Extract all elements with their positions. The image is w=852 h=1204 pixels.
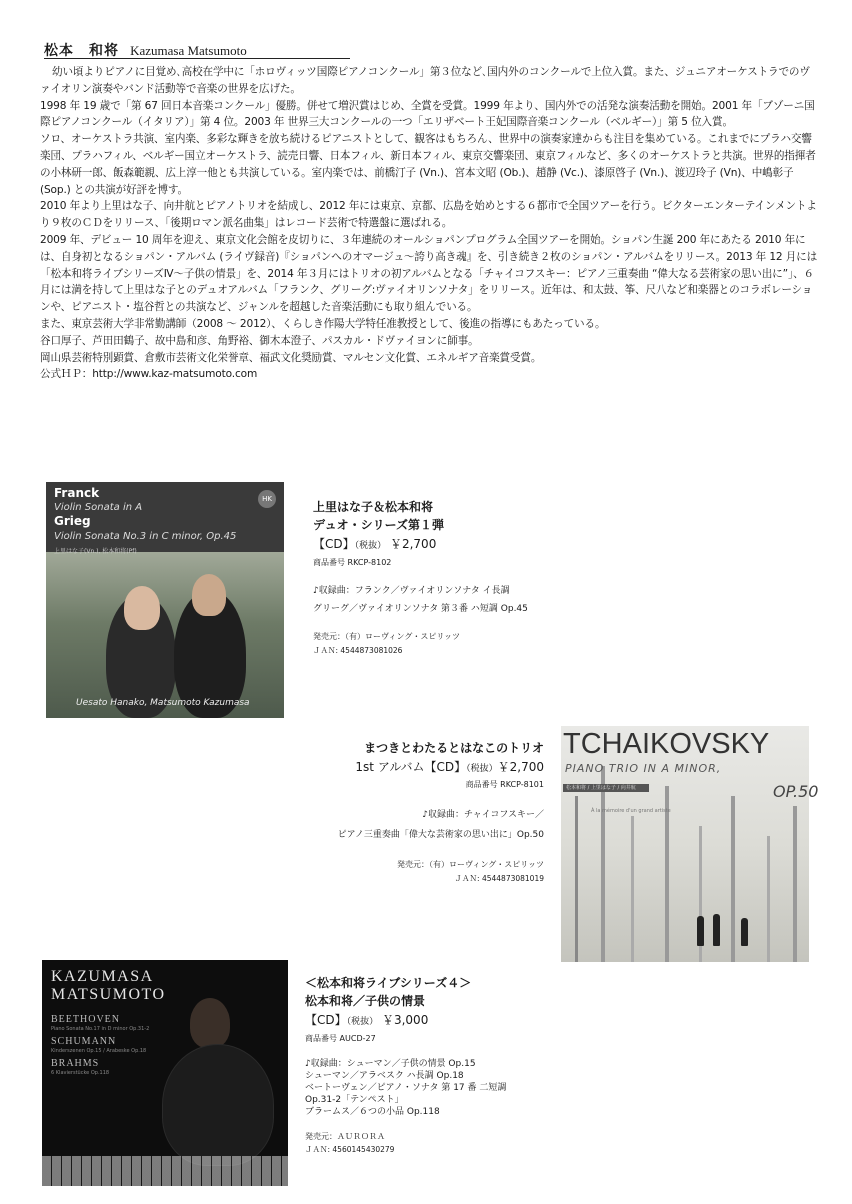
cover-composer-beethoven: BEETHOVEN bbox=[51, 1014, 120, 1025]
cover-opus: OP.50 bbox=[773, 782, 819, 801]
track-line bbox=[313, 582, 528, 600]
official-website: 公式ＨＰ：http://www.kaz-matsumoto.com bbox=[40, 368, 258, 381]
bio-paragraph: 1998 年 19 歳で「第 67 回日本音楽コンクール」優勝。併せて増沢賞はじめ、全賞を受賞。1999 年より、国内外での活発な演奏活動を開始。2001 年「ブゾーニ国際ピアノコンクール（イタリア）」第 4 位。2003 年 世界三大コンクールの一つ「エリザベート王妃国際音楽コンクール（ベルギー）」第 5 位入賞。 bbox=[40, 99, 815, 129]
musician-figure bbox=[713, 914, 720, 946]
cover-performer-bar bbox=[563, 784, 649, 792]
tracks-label: ♪収録曲： bbox=[305, 1059, 347, 1069]
track: シューマン／アラベスク ハ長調 Op.18 bbox=[305, 1071, 464, 1081]
publisher-label: 発売元： bbox=[396, 860, 429, 869]
track: フランク／ヴァイオリンソナタ イ長調 bbox=[354, 586, 510, 596]
publisher-label: 発売元： bbox=[313, 632, 345, 641]
album-series: デュオ・シリーズ第１弾 bbox=[313, 518, 445, 532]
album-catalog-line bbox=[305, 1032, 506, 1046]
musician-figure bbox=[741, 918, 748, 946]
bio-paragraph: 2010 年より上里はな子、向井航とピアノトリオを結成し、2012 年には東京、京都、広島を始めとする６都市で全国ツアーを行う。ビクターエンターテインメントより９枚のＣＤをリリース、「後期ロマン派名曲集」はレコード芸術で特選盤に選ばれる。 bbox=[40, 200, 817, 230]
album-price-line bbox=[313, 534, 528, 556]
album-price: ￥2,700 bbox=[389, 537, 437, 551]
cover-signature: Uesato Hanako, Matsumoto Kazumasa bbox=[76, 698, 250, 708]
cover-work: Piano Sonata No.17 in D minor Op.31-2 bbox=[51, 1026, 150, 1032]
publisher: （有）ローヴィング・スピリッツ bbox=[345, 632, 461, 641]
catalog-label: 商品番号 bbox=[305, 1034, 337, 1043]
cover-artist-last: MATSUMOTO bbox=[51, 986, 166, 1003]
album-info-trio bbox=[338, 738, 544, 885]
track-line bbox=[305, 1058, 506, 1070]
jan-code: ＪＡＮ: 4544873081026 bbox=[313, 646, 403, 655]
track: グリーグ／ヴァイオリンソナタ 第３番 ハ短調 Op.45 bbox=[313, 604, 528, 614]
bio-paragraph: 2009 年、デビュー 10 周年を迎え、東京文化会館を皮切りに、３年連続のオールショパンプログラム全国ツアーを開始。ショパン生誕 200 年にあたる 2010 年には、自身初となるショパン・アルバム (ライヴ録音)『ショパンへのオマージュ～誇り高き魂』を、引き続き２枚のショパン・アルバムをリリース。2013 年 12 月には「松本和将ライブシリーズⅣ～子供の情景」を、2014 年３月にはトリオの初アルバムとなる「チャイコフスキー：ピアノ三重奏曲 “偉大なる芸術家の思い出に”」、６月には満を持して上里はな子とのデュオアルバム「フランク、グリーグ:ヴァイオリンソナタ」をリリース。近年は、和太鼓、筝、尺八など和楽器とのコラボレーションや、ピアニスト・塩谷哲との共演など、ジャンルを超越した音楽活動にも取り組んでいる。 bbox=[40, 233, 818, 314]
publisher-line bbox=[338, 858, 544, 872]
album-tax: （税抜） bbox=[354, 541, 387, 551]
track: ピアノ三重奏曲「偉大な芸術家の思い出に」Op.50 bbox=[337, 830, 544, 840]
publisher: （有）ローヴィング・スピリッツ bbox=[428, 860, 544, 869]
bio-paragraph: また、東京芸術大学非常勤講師（2008 ～ 2012）、くらしき作陽大学特任准教授として、後進の指導にもあたっている。 bbox=[40, 317, 606, 330]
catalog-number: AUCD-27 bbox=[339, 1034, 376, 1043]
album-tax: （税抜） bbox=[346, 1017, 379, 1027]
cover-composer: TCHAIKOVSKY bbox=[563, 728, 770, 760]
track: シューマン／子供の情景 Op.15 bbox=[346, 1059, 476, 1069]
cover-performers: 松本和将 / 上里はな子 / 向井航 bbox=[566, 785, 636, 791]
album-price: ￥3,000 bbox=[381, 1013, 429, 1027]
bio-paragraph: 谷口厚子、芦田田鶴子、故中島和彦、角野裕、御木本澄子、パスカル・ドヴァイヨンに師事。 bbox=[40, 334, 479, 347]
catalog-number: RKCP-8102 bbox=[347, 558, 392, 567]
cover-composer-schumann: SCHUMANN bbox=[51, 1036, 117, 1047]
photo-pianist-head bbox=[190, 998, 230, 1048]
album-format: 【CD】 bbox=[305, 1013, 347, 1027]
label-logo: HK bbox=[258, 490, 276, 508]
cover-work: Kinderszenen Op.15 / Arabeske Op.18 bbox=[51, 1048, 147, 1054]
track: チャイコフスキー／ bbox=[463, 810, 544, 820]
publisher-line bbox=[305, 1130, 506, 1143]
bio-paragraph: 岡山県芸術特別顕賞、倉敷市芸術文化栄誉章、福武文化奨励賞、マルセン文化賞、エネルギア音楽賞受賞。 bbox=[40, 351, 542, 364]
photo-woman-face bbox=[124, 586, 160, 630]
photo-man-face bbox=[192, 574, 226, 616]
publisher: ＡＵＲＯＲＡ bbox=[337, 1132, 385, 1141]
musician-figure bbox=[697, 916, 704, 946]
cover-work-2: Violin Sonata No.3 in C minor, Op.45 bbox=[54, 531, 237, 542]
artist-name-ja: 松本 和将 bbox=[44, 43, 119, 59]
album-info-live-series bbox=[305, 974, 506, 1156]
tracks-label: ♪収録曲： bbox=[313, 586, 355, 596]
cover-artist-first: KAZUMASA bbox=[51, 968, 154, 985]
tree bbox=[631, 816, 634, 962]
artist-name-en: Kazumasa Matsumoto bbox=[130, 43, 247, 58]
bio-paragraph: 幼い頃よりピアノに目覚め､高校在学中に「ホロヴィッツ国際ピアノコンクール」第３位など､国内外のコンクールで上位入賞。また、ジュニアオーケストラでのヴァイオリン演奏やバンド活動等で音楽の世界を広げた。 bbox=[40, 66, 810, 95]
album-catalog-line bbox=[338, 778, 544, 792]
cover-performers: 上里はな子(Vn.), 松本和将(Pf) bbox=[54, 548, 137, 555]
photo-piano-keys bbox=[42, 1156, 288, 1186]
bio-paragraph: ソロ、オーケストラ共演、室内楽、多彩な輝きを放ち続けるピアニストとして、観客はもちろん、世界中の演奏家達からも注目を集めている。これまでにプラハ交響楽団、プラハフィル、ベルギー国立オーケストラ、読売日響、日本フィル、新日本フィル、東京交響楽団、東京フィルなど、多くのオーケストラと共演。世界的指揮者の小林研一郎、飯森範親、広上淳一他とも共演している。室内楽では、前橋汀子 (Vn.)、宮本文昭 (Ob.)、趙静 (Vc.)、漆原啓子 (Vn.)、渡辺玲子 (Vn)、中嶋彰子 (Sop.) との共演が好評を博す。 bbox=[40, 133, 816, 196]
album-price-line bbox=[338, 758, 544, 778]
cover-work: 6 Klavierstücke Op.118 bbox=[51, 1070, 110, 1076]
album-title: 松本和将／子供の情景 bbox=[305, 994, 426, 1008]
track: ベートーヴェン／ピアノ・ソナタ 第 17 番 二短調 bbox=[305, 1083, 507, 1093]
album-artists: まつきとわたるとはなこのトリオ bbox=[364, 741, 544, 755]
catalog-number: RKCP-8101 bbox=[500, 780, 544, 789]
catalog-label: 商品番号 bbox=[465, 780, 498, 789]
biography bbox=[40, 64, 818, 383]
cover-work: PIANO TRIO IN A MINOR, bbox=[565, 762, 722, 775]
album-series: ＜松本和将ライブシリーズ４＞ bbox=[305, 976, 472, 990]
album-format: 1st アルバム【CD】 bbox=[355, 760, 467, 774]
cover-work-1: Violin Sonata in A bbox=[54, 502, 143, 513]
album-cover-live-series-4 bbox=[42, 960, 288, 1186]
album-catalog-line bbox=[313, 556, 528, 570]
album-format: 【CD】 bbox=[313, 537, 355, 551]
photo-pianist-body bbox=[162, 1044, 274, 1166]
jan-code: ＪＡＮ: 4544873081019 bbox=[454, 874, 544, 883]
track: ブラームス／６つの小品 Op.118 bbox=[305, 1107, 440, 1117]
publisher-line bbox=[313, 630, 528, 644]
album-tax: （税抜） bbox=[466, 764, 498, 774]
album-artists: 上里はな子＆松本和将 bbox=[313, 500, 434, 514]
artist-name-heading bbox=[44, 40, 350, 59]
album-cover-tchaikovsky-trio bbox=[561, 726, 819, 962]
tree bbox=[793, 806, 797, 962]
tree bbox=[601, 766, 605, 962]
album-price-line bbox=[305, 1010, 506, 1032]
tracks-label: ♪収録曲： bbox=[422, 810, 464, 820]
album-price: ￥2,700 bbox=[497, 760, 544, 774]
cover-composer-1: Franck bbox=[54, 486, 100, 500]
tree bbox=[767, 836, 770, 962]
cover-dedication: À la mémoire d'un grand artiste bbox=[591, 808, 671, 814]
cover-composer-brahms: BRAHMS bbox=[51, 1058, 100, 1069]
track: Op.31-2「テンペスト」 bbox=[305, 1095, 404, 1105]
publisher-label: 発売元： bbox=[305, 1132, 337, 1141]
album-info-duo bbox=[313, 498, 528, 657]
catalog-label: 商品番号 bbox=[313, 558, 345, 567]
tree bbox=[575, 796, 578, 962]
cover-composer-2: Grieg bbox=[54, 514, 91, 528]
tree bbox=[731, 796, 735, 962]
track-line bbox=[338, 804, 544, 826]
album-cover-franck-grieg bbox=[46, 482, 284, 718]
jan-code: ＪＡＮ: 4560145430279 bbox=[305, 1145, 395, 1154]
